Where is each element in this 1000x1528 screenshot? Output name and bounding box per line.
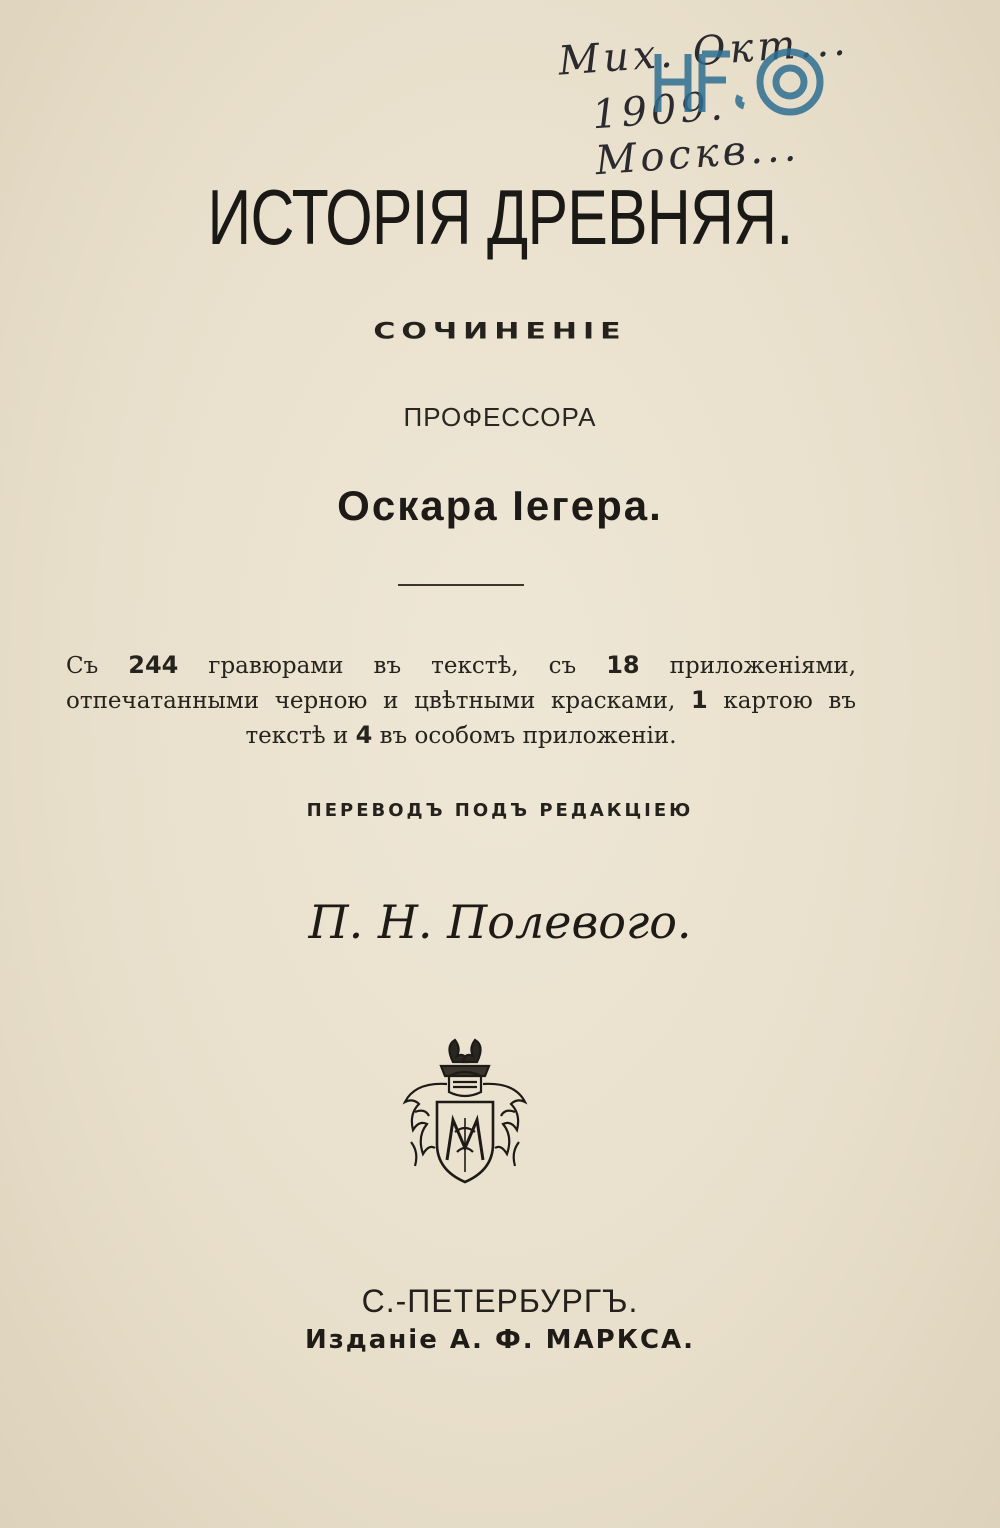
inscription-line-1: Мих. Окт... xyxy=(556,18,851,85)
publication-city: С.-ПЕТЕРБУРГЪ. xyxy=(361,1283,639,1319)
details-text-3: приложеніями, отпечатанными черною и цвѣтными красками, xyxy=(66,653,857,714)
details-text-1: Съ xyxy=(66,653,129,679)
details-text-4: картою въ текстѣ и xyxy=(245,688,856,749)
details-number-engravings: 244 xyxy=(128,651,179,679)
edition-details xyxy=(66,648,856,753)
professor-label: ПРОФЕССОРА xyxy=(403,402,597,432)
details-number-supplements: 18 xyxy=(606,651,640,679)
publisher-coat-of-arms-icon xyxy=(395,1032,535,1186)
book-title: ИСТОРІЯ ДРЕВНЯЯ. xyxy=(207,173,793,261)
work-label: СОЧИНЕНІЕ xyxy=(373,318,627,345)
inscription-line-2: 1909. Москв... xyxy=(590,83,802,185)
details-text-5: въ особомъ приложеніи. xyxy=(372,723,677,749)
editor-name: П. Н. Полевого. xyxy=(308,895,692,949)
library-stamp-icon xyxy=(640,34,840,124)
author-name: Оскара Іегера. xyxy=(337,482,663,529)
details-text-2: гравюрами въ текстѣ, съ xyxy=(178,653,607,679)
details-number-maps-separate: 4 xyxy=(355,721,373,749)
publisher-name: Изданіе А. Ф. МАРКСА. xyxy=(304,1325,696,1355)
divider-rule xyxy=(398,584,524,586)
translation-label: ПЕРЕВОДЪ ПОДЪ РЕДАКЦІЕЮ xyxy=(306,800,694,821)
details-number-maps-in-text: 1 xyxy=(690,686,708,714)
